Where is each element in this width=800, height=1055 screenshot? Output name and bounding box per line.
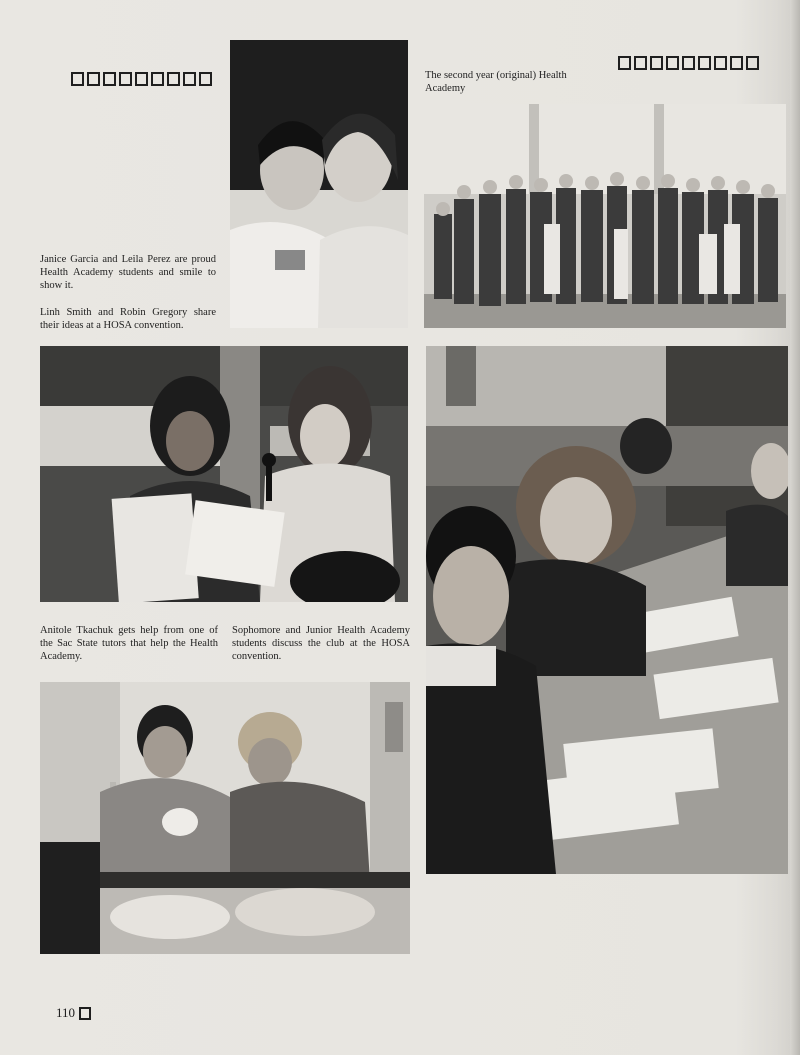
page-edge-shadow: [790, 0, 800, 1055]
photo-microphone: [40, 346, 408, 602]
caption-discuss: Sophomore and Junior Health Academy students discuss the club at the HOSA convention.: [232, 625, 410, 662]
folio-glyph: [79, 1007, 91, 1020]
header-glyphs-left: [71, 72, 212, 86]
page-number: 110: [56, 1005, 76, 1020]
caption-tutors: Anitole Tkachuk gets help from one of the Sac State tutors that help the Health Academy.: [40, 625, 218, 662]
photo-tutoring: [40, 682, 410, 954]
caption-hosa-share: Linh Smith and Robin Gregory share their ideas at a HOSA convention.: [40, 307, 216, 331]
caption-girls-smile: Janice Garcia and Leila Perez are proud Health Academy students and smile to show it.: [40, 254, 216, 291]
photo-two-girls: [230, 40, 408, 328]
photo-group: [424, 104, 786, 328]
header-glyphs-right: [618, 56, 759, 70]
page-folio: [56, 1005, 91, 1021]
photo-table-discussion: [426, 346, 788, 874]
caption-second-year: The second year (original) Health Academy: [425, 70, 567, 94]
